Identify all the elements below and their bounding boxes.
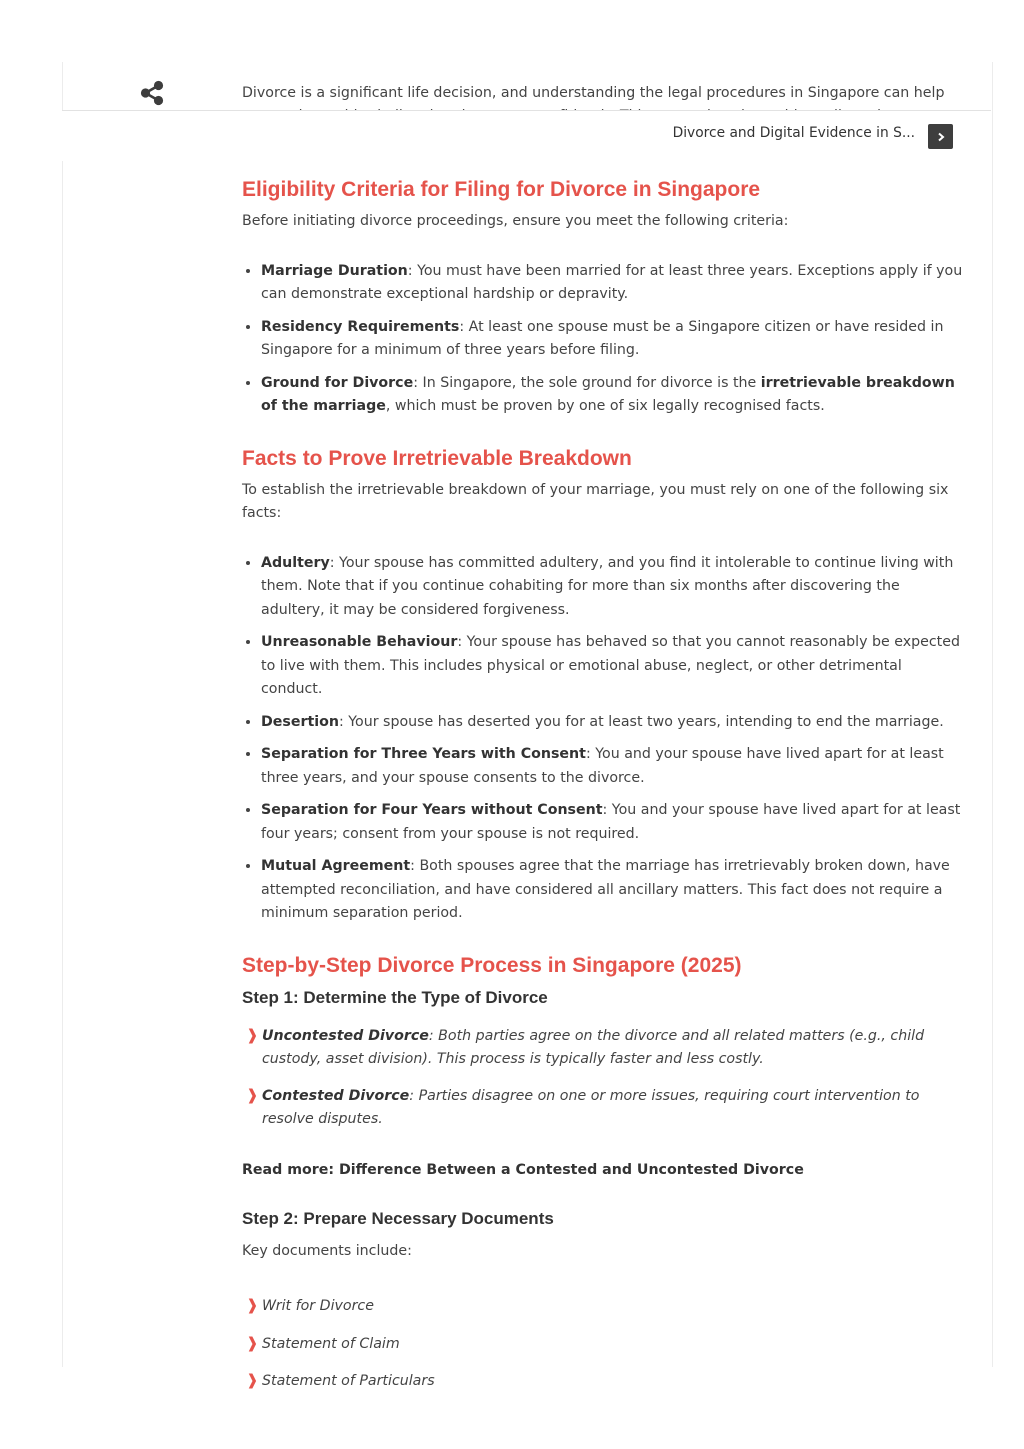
- list-item: [261, 799, 964, 846]
- step2-heading: Step 2: Prepare Necessary Documents: [242, 1208, 554, 1228]
- item-term: Adultery: [261, 554, 330, 571]
- list-item: [242, 1025, 964, 1072]
- chevron-bullet-icon: ❱: [246, 1025, 259, 1044]
- chevron-bullet-icon: ❱: [246, 1085, 259, 1104]
- item-text: : Your spouse has deserted you for at least two years, intending to end the marriage.: [338, 713, 944, 730]
- item-text: : Both parties agree on the divorce and all related matters (e.g., child custody, asset division). This process is typically faster and less costly.: [262, 1027, 925, 1067]
- list-item: [261, 260, 964, 307]
- chevron-right-icon: [936, 132, 946, 142]
- item-term: Desertion: [261, 713, 339, 730]
- divorce-types-list: [242, 1025, 964, 1132]
- read-more-prefix: Read more:: [242, 1161, 339, 1178]
- next-post-button[interactable]: [928, 124, 953, 149]
- item-term: Marriage Duration: [261, 262, 408, 279]
- item-text: : Your spouse has committed adultery, and you find it intolerable to continue living with them. Note that if you continue cohabiting for more than six months after discovering the adultery, it may be considered forgiveness.: [261, 554, 954, 618]
- item-text: : You must have been married for at least three years. Exceptions apply if you can demonstrate exceptional hardship or depravity.: [261, 262, 963, 302]
- item-text: Statement of Claim: [262, 1335, 400, 1352]
- list-item: [242, 1370, 964, 1394]
- item-term: Uncontested Divorce: [262, 1027, 429, 1044]
- item-text: : You and your spouse have lived apart for at least four years; consent from your spouse is not required.: [261, 802, 961, 842]
- item-strong: irretrievable breakdown of the marriage: [261, 374, 955, 414]
- item-term: Mutual Agreement: [261, 858, 411, 874]
- eligibility-list: [242, 260, 964, 419]
- list-item: [261, 552, 964, 623]
- step1-heading: Step 1: Determine the Type of Divorce: [242, 987, 548, 1007]
- eligibility-heading: Eligibility Criteria for Filing for Divorce in Singapore: [242, 178, 761, 201]
- eligibility-intro: Before initiating divorce proceedings, ensure you meet the following criteria:: [242, 213, 789, 229]
- facts-heading: Facts to Prove Irretrievable Breakdown: [242, 446, 632, 470]
- item-text: Statement of Particulars: [262, 1373, 435, 1389]
- item-term: Separation for Four Years without Consent: [261, 802, 603, 818]
- list-item: [261, 372, 964, 419]
- item-term: Residency Requirements: [261, 318, 460, 335]
- facts-list: [242, 552, 964, 926]
- item-text: : Your spouse has behaved so that you cannot reasonably be expected to live with them. This includes physical or emotional abuse, neglect, or other detrimental conduct.: [261, 634, 960, 697]
- item-term: Contested Divorce: [262, 1087, 410, 1104]
- chevron-bullet-icon: ❱: [246, 1371, 259, 1389]
- read-more: [242, 1159, 964, 1182]
- item-text: Writ for Divorce: [262, 1298, 374, 1314]
- item-term: Ground for Divorce: [261, 374, 414, 391]
- item-text: : Both spouses agree that the marriage has irretrievably broken down, have attempted reconciliation, and have considered all ancillary matters. This fact does not require a minimum separation period.: [261, 858, 950, 921]
- item-text: : Parties disagree on one or more issues, requiring court intervention to resolve disputes.: [262, 1087, 920, 1127]
- item-text: : At least one spouse must be a Singapore citizen or have resided in Singapore for a minimum of three years before filing.: [261, 318, 944, 358]
- list-item: [242, 1295, 964, 1319]
- list-item: [261, 855, 964, 926]
- item-term: Unreasonable Behaviour: [261, 634, 458, 650]
- share-icon[interactable]: [139, 80, 165, 106]
- next-post-bar: [62, 110, 991, 161]
- read-more-link[interactable]: Difference Between a Contested and Uncontested Divorce: [338, 1161, 804, 1178]
- intro-paragraph: [242, 82, 962, 111]
- step2-intro: Key documents include:: [242, 1242, 412, 1259]
- item-text: : In Singapore, the sole ground for divorce is the: [413, 374, 761, 391]
- chevron-bullet-icon: ❱: [246, 1333, 259, 1352]
- intro-text: Divorce is a significant life decision, and understanding the legal procedures in Singapore can help: [242, 85, 945, 101]
- list-item: [261, 316, 964, 363]
- item-term: Separation for Three Years with Consent: [261, 746, 586, 762]
- list-item: [242, 1333, 964, 1357]
- article-content: [242, 176, 964, 1394]
- facts-intro: To establish the irretrievable breakdown of your marriage, you must rely on one of the following six facts:: [242, 481, 949, 521]
- item-text: , which must be proven by one of six legally recognised facts.: [385, 398, 825, 414]
- chevron-bullet-icon: ❱: [246, 1296, 259, 1314]
- item-text: : You and your spouse have lived apart for at least three years, and your spouse consents to the divorce.: [261, 746, 944, 786]
- next-post-link[interactable]: Divorce and Digital Evidence in S...: [672, 125, 915, 141]
- list-item: [261, 743, 964, 790]
- list-item: [261, 631, 964, 702]
- list-item: [242, 1085, 964, 1132]
- process-heading: Step-by-Step Divorce Process in Singapore (2025): [242, 953, 742, 977]
- list-item: [261, 711, 964, 735]
- documents-list: [242, 1295, 964, 1394]
